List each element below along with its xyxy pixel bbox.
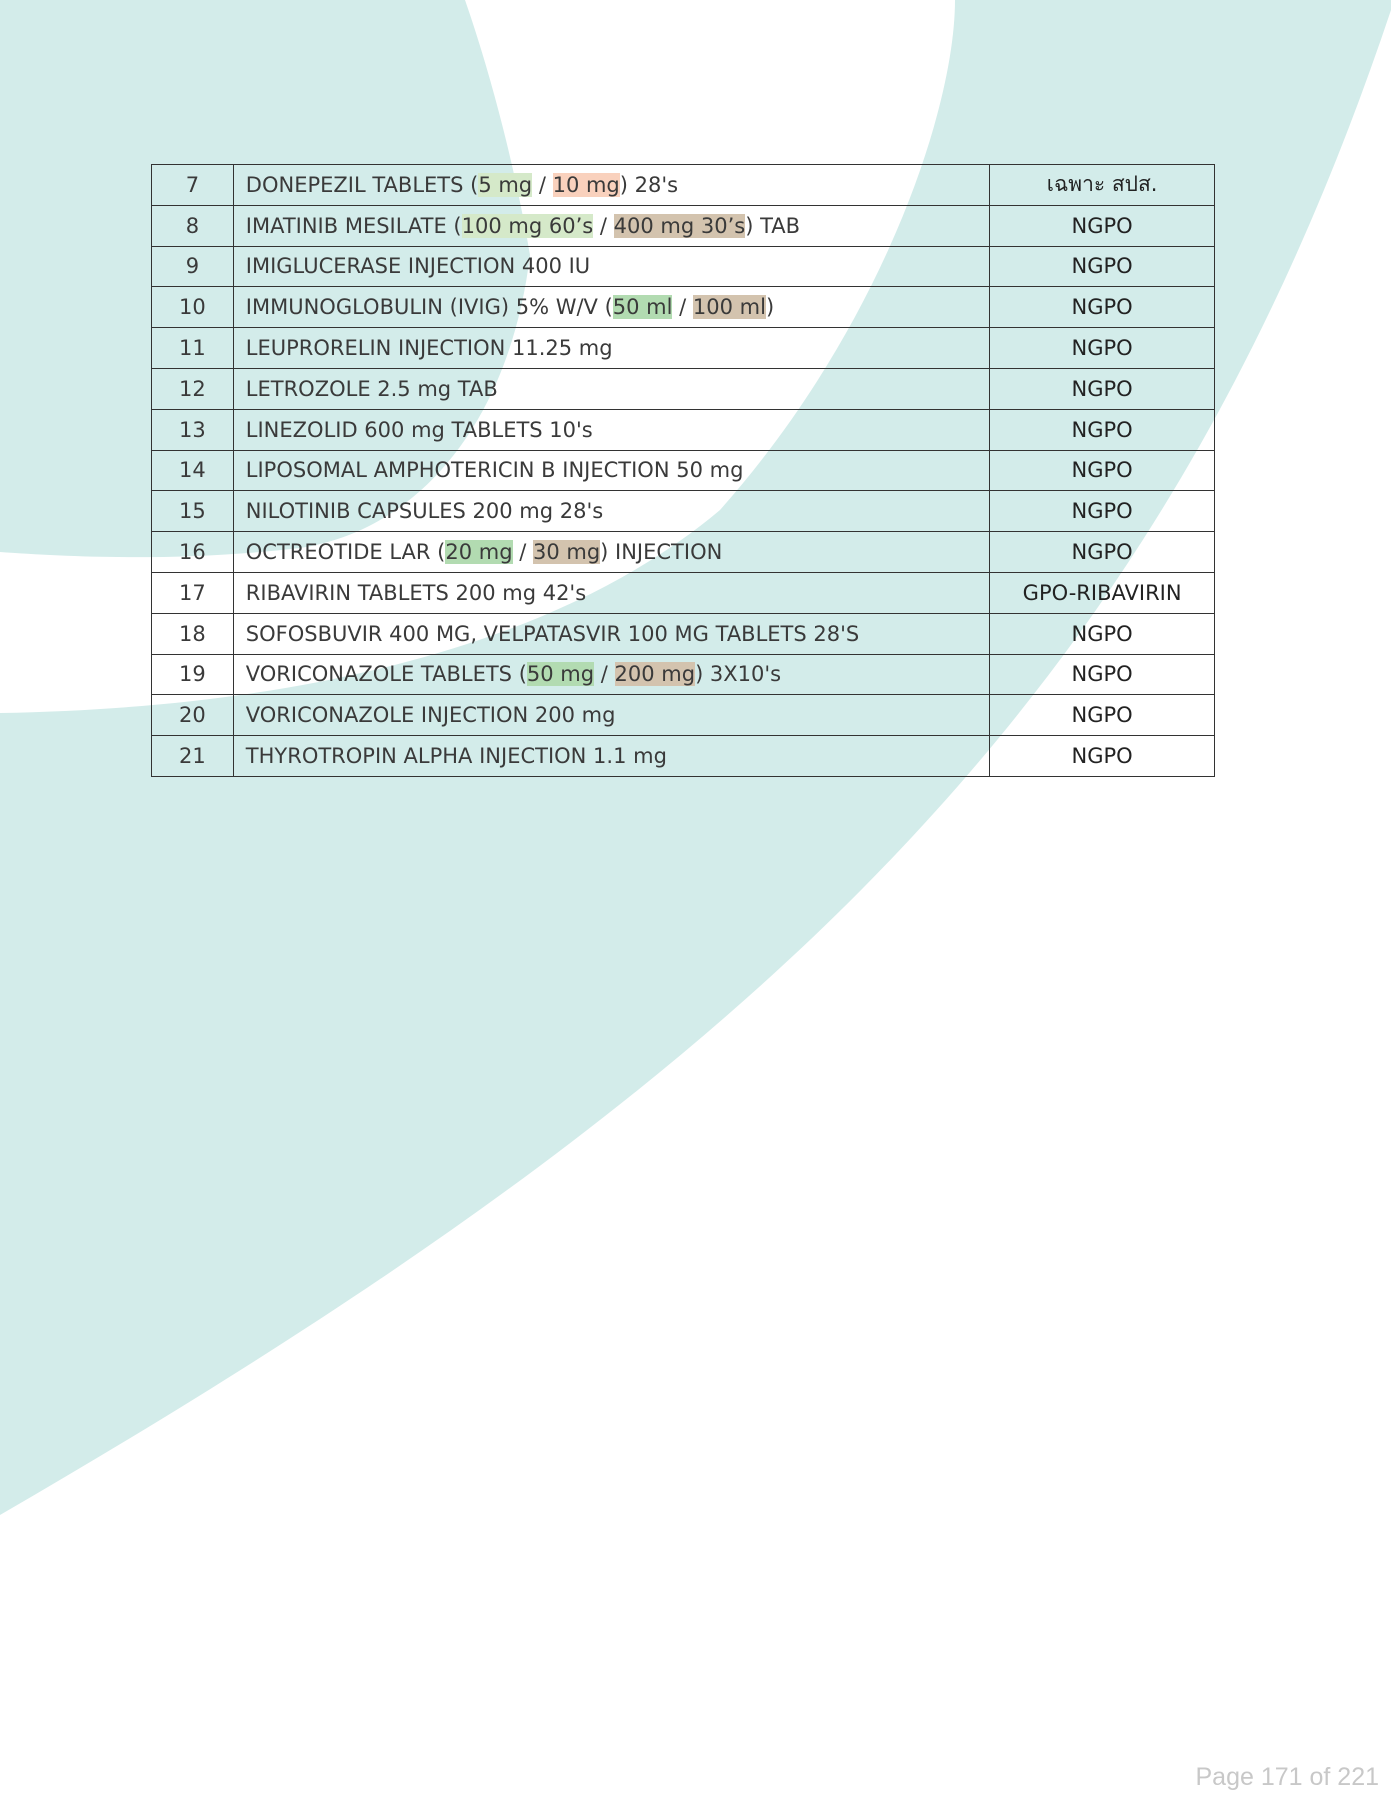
source-cell: NGPO [990, 287, 1215, 328]
table-row [152, 450, 1215, 491]
drug-name-text: DONEPEZIL TABLETS ( [245, 172, 479, 197]
drug-name-text: VORICONAZOLE TABLETS ( [245, 662, 527, 687]
drug-name-text: ) 3X10's [695, 662, 782, 687]
drug-name [233, 695, 989, 736]
drug-name [233, 450, 989, 491]
drug-name-text: RIBAVIRIN TABLETS 200 mg 42's [245, 580, 587, 605]
drug-name-text: ) 28's [619, 172, 679, 197]
row-number: 14 [152, 450, 234, 491]
table-row [152, 409, 1215, 450]
drug-name-text: LEUPRORELIN INJECTION 11.25 mg [245, 336, 613, 361]
page-number: Page 171 of 221 [1195, 1763, 1379, 1791]
drug-name [233, 246, 989, 287]
row-number: 10 [152, 287, 234, 328]
source-cell: NGPO [990, 205, 1215, 246]
row-number: 13 [152, 409, 234, 450]
table-row [152, 613, 1215, 654]
drug-name-text: / [593, 213, 614, 238]
table-row [152, 246, 1215, 287]
row-number: 12 [152, 368, 234, 409]
drug-name-text: SOFOSBUVIR 400 MG, VELPATASVIR 100 MG TABLETS 28'S [245, 621, 860, 646]
highlighted-dose: 200 mg [614, 662, 696, 687]
table-row [152, 695, 1215, 736]
drug-name [233, 572, 989, 613]
table-row [152, 368, 1215, 409]
table-row [152, 532, 1215, 573]
source-cell: NGPO [990, 409, 1215, 450]
drug-name-text: VORICONAZOLE INJECTION 200 mg [245, 703, 616, 728]
row-number: 15 [152, 491, 234, 532]
source-cell: NGPO [990, 695, 1215, 736]
drug-name-text: LINEZOLID 600 mg TABLETS 10's [245, 417, 593, 442]
source-cell: NGPO [990, 246, 1215, 287]
drug-name-text: ) INJECTION [600, 540, 723, 565]
drug-name-text: / [594, 662, 615, 687]
source-cell: NGPO [990, 613, 1215, 654]
highlighted-dose: 10 mg [552, 172, 620, 197]
drug-name-text: LETROZOLE 2.5 mg TAB [245, 376, 498, 401]
source-cell: เฉพาะ สปส. [990, 165, 1215, 206]
highlighted-dose: 20 mg [445, 540, 513, 565]
drug-name-text: OCTREOTIDE LAR ( [245, 540, 446, 565]
drug-name-text: ) [765, 295, 775, 320]
source-cell: NGPO [990, 450, 1215, 491]
table-row [152, 165, 1215, 206]
source-cell: GPO-RIBAVIRIN [990, 572, 1215, 613]
highlighted-dose: 100 ml [692, 295, 766, 320]
row-number: 11 [152, 328, 234, 369]
table-row [152, 328, 1215, 369]
source-cell: NGPO [990, 491, 1215, 532]
highlighted-dose: 100 mg 60’s [461, 213, 594, 238]
row-number: 21 [152, 736, 234, 777]
table-row [152, 572, 1215, 613]
drug-name [233, 368, 989, 409]
row-number: 9 [152, 246, 234, 287]
row-number: 17 [152, 572, 234, 613]
row-number: 8 [152, 205, 234, 246]
row-number: 20 [152, 695, 234, 736]
drug-name [233, 491, 989, 532]
highlighted-dose: 50 ml [612, 295, 673, 320]
drug-name-text: IMIGLUCERASE INJECTION 400 IU [245, 254, 591, 279]
source-cell: NGPO [990, 736, 1215, 777]
drug-name-text: / [532, 172, 553, 197]
drug-name-text: NILOTINIB CAPSULES 200 mg 28's [245, 499, 604, 524]
highlighted-dose: 5 mg [478, 172, 533, 197]
table-row [152, 491, 1215, 532]
source-cell: NGPO [990, 368, 1215, 409]
drug-name [233, 328, 989, 369]
source-cell: NGPO [990, 654, 1215, 695]
source-cell: NGPO [990, 532, 1215, 573]
row-number: 16 [152, 532, 234, 573]
highlighted-dose: 400 mg 30’s [613, 213, 746, 238]
source-cell: NGPO [990, 328, 1215, 369]
drug-name [233, 613, 989, 654]
drug-name-text: / [512, 540, 533, 565]
highlighted-dose: 30 mg [532, 540, 601, 565]
drug-name-text: IMATINIB MESILATE ( [245, 213, 462, 238]
drug-name-text: ) TAB [745, 213, 801, 238]
drug-name [233, 205, 989, 246]
drug-name [233, 654, 989, 695]
row-number: 18 [152, 613, 234, 654]
table-row [152, 287, 1215, 328]
highlighted-dose: 50 mg [526, 662, 595, 687]
table-row [152, 205, 1215, 246]
drug-name-text: / [672, 295, 693, 320]
drug-name [233, 736, 989, 777]
drug-name [233, 409, 989, 450]
drug-name [233, 532, 989, 573]
drug-name [233, 287, 989, 328]
drug-name [233, 165, 989, 206]
drug-name-text: LIPOSOMAL AMPHOTERICIN B INJECTION 50 mg [245, 458, 744, 483]
drug-name-text: THYROTROPIN ALPHA INJECTION 1.1 mg [245, 744, 667, 769]
row-number: 19 [152, 654, 234, 695]
table-row [152, 736, 1215, 777]
drug-list-table [151, 164, 1215, 777]
drug-name-text: IMMUNOGLOBULIN (IVIG) 5% W/V ( [245, 295, 613, 320]
row-number: 7 [152, 165, 234, 206]
table-row [152, 654, 1215, 695]
